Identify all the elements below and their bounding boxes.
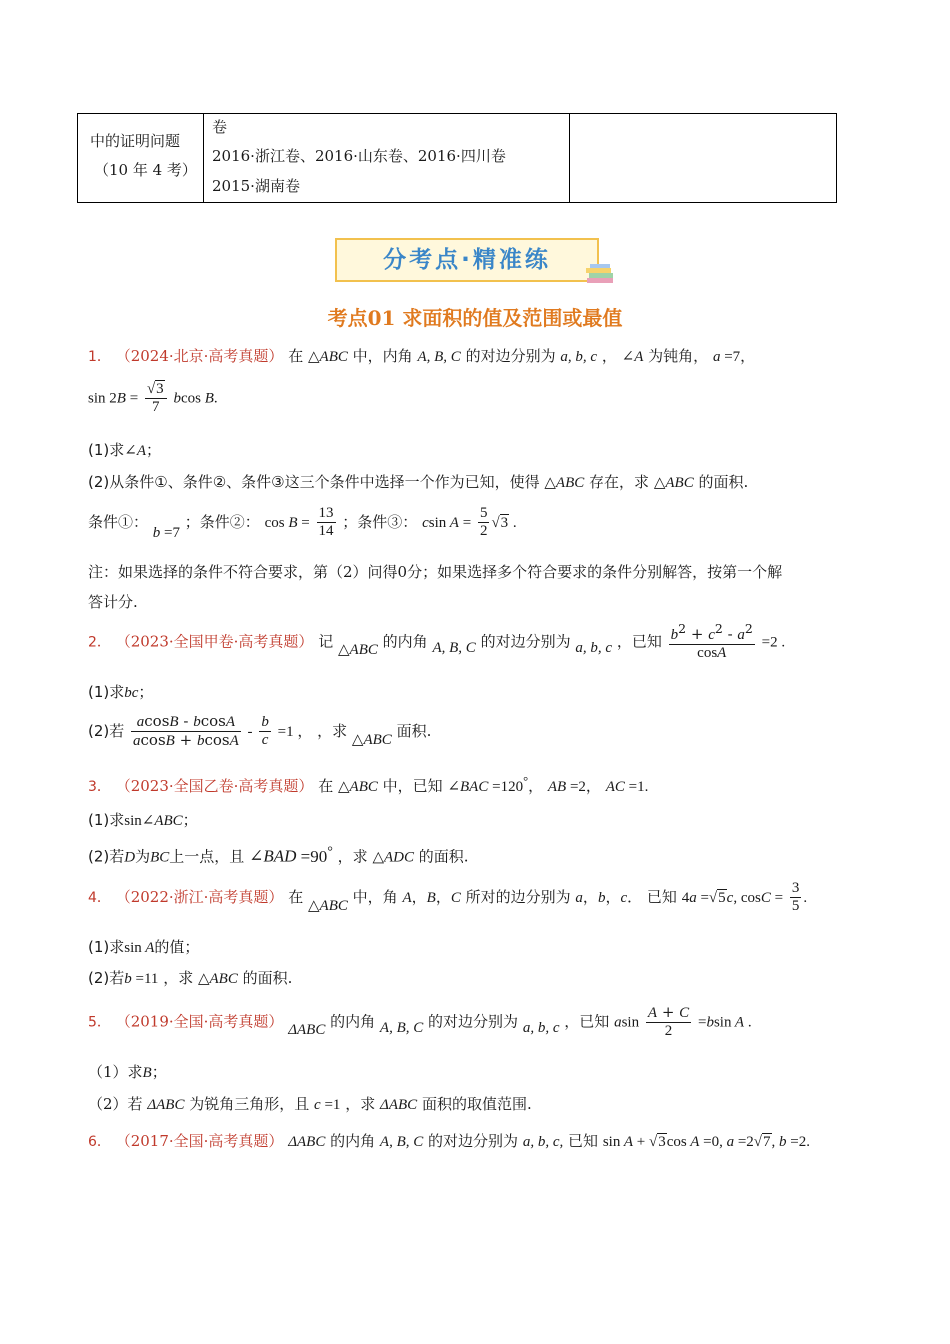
- math: △ABC: [308, 349, 348, 365]
- text: 的对边分别为: [428, 1132, 519, 1150]
- text: ，求: [163, 969, 194, 987]
- question-1-line-4: (2)从条件①、条件②、条件③这三个条件中选择一个作为已知，使得 △ABC 存在，求 △ABC 的面积.: [88, 473, 749, 491]
- question-4-line-3: (2)若b =11 ，求 △ABC 的面积.: [88, 969, 293, 987]
- text: 中，已知: [382, 777, 443, 795]
- text: 条件①：: [88, 512, 149, 531]
- text: ，求: [345, 1095, 376, 1113]
- text: (1)求: [88, 938, 125, 956]
- text: ；条件③：: [342, 512, 418, 531]
- text: 为锐角三角形，且: [189, 1095, 310, 1113]
- text: 上一点，且: [169, 847, 245, 866]
- text: 中，内角: [352, 347, 413, 365]
- question-source: （2019·全国·高考真题）: [115, 1012, 284, 1031]
- table-cell-line: 2016·浙江卷、2016·山东卷、2016·四川卷: [212, 147, 506, 165]
- text: 的值；: [154, 938, 200, 956]
- text: (1)求: [88, 811, 125, 829]
- text: 的内角: [382, 632, 428, 651]
- question-source: （2017·全国·高考真题）: [115, 1132, 284, 1150]
- question-5-line-2: （1）求B；: [88, 1063, 167, 1081]
- text: (2)从条件①、条件②、条件③这三个条件中选择一个作为已知，使得: [88, 473, 540, 491]
- question-1-note-2: 答计分.: [88, 593, 138, 611]
- question-2-line-3: (2)若 $\frac{acosB - bcosA}{acosB + bcosA}$ - $\frac{b}{c}$ =1 ， ，求 △ABC 面积.: [88, 712, 432, 750]
- table-cell-category: [78, 114, 204, 202]
- section-banner: [335, 238, 599, 282]
- text: 的对边分别为: [465, 347, 556, 365]
- table-cell-line: 卷: [212, 118, 228, 136]
- text: 的内角: [330, 1132, 376, 1150]
- text: (2)若: [88, 969, 125, 987]
- question-3-line-3: (2)若D为BC上一点，且 ∠BAD =90° ，求 △ADC 的面积.: [88, 843, 469, 866]
- question-number: 2．: [88, 634, 111, 651]
- question-1-line-5: 条件①： b =7 ；条件②： cos B = $\frac{13}{14}$ ；条件③： csin A = $\frac{5}{2}$ √3 .: [88, 505, 517, 541]
- question-6-line-1: 6． （2017·全国·高考真题） ΔABC 的内角 A, B, C 的对边分别为 a, b, c, 已知 sin A + √3cos A =0, a =2√7, b =2.: [88, 1132, 811, 1150]
- text: 为钝角，: [648, 347, 709, 365]
- table-cell-line: （10 年 4 考）: [94, 161, 197, 179]
- text: ；: [182, 811, 198, 829]
- text: ，求: [317, 721, 348, 740]
- text: 已知: [568, 1132, 599, 1150]
- text: （1）求: [88, 1063, 143, 1081]
- question-number: 6．: [88, 1134, 111, 1150]
- question-2-line-2: (1)求bc；: [88, 683, 154, 701]
- question-1-line-1: 1． （2024·北京·高考真题） 在 △ABC 中，内角 A, B, C 的对边分别为 a, b, c ， ∠A 为钝角， a =7，: [88, 347, 756, 365]
- text: 在: [288, 887, 304, 906]
- text: 的面积.: [698, 473, 749, 491]
- math: ∠A: [621, 349, 644, 365]
- books-icon: [585, 262, 617, 286]
- math: A, B, C: [417, 349, 461, 365]
- question-3-line-2: (1)求sin∠ABC；: [88, 811, 198, 829]
- question-number: 5．: [88, 1014, 111, 1031]
- question-number: 1．: [88, 349, 111, 365]
- text: 的内角: [330, 1012, 376, 1031]
- text: 存在，求: [589, 473, 650, 491]
- table-cell-line: 中的证明问题: [90, 132, 181, 150]
- summary-table: [77, 113, 837, 203]
- text: 已知: [646, 887, 677, 906]
- section-heading: 考点01 求面积的值及范围或最值: [327, 306, 623, 330]
- question-3-line-1: 3． （2023·全国乙卷·高考真题） 在 △ABC 中，已知 ∠BAC =120°， AB =2， AC =1.: [88, 774, 649, 795]
- question-number: 4．: [88, 889, 111, 906]
- text: 记: [318, 632, 334, 651]
- text: (2)若: [88, 847, 125, 866]
- question-1-note: 注：如果选择的条件不符合要求，第（2）问得0分；如果选择多个符合要求的条件分别解答，按第一个解: [88, 563, 783, 581]
- question-5-line-1: 5． （2019·全国·高考真题） ΔABC 的内角 A, B, C 的对边分别为 a, b, c ，已知 asin $\frac{A + C}{2}$ =bsin A .: [88, 1003, 752, 1040]
- question-1-line-2: sin 2B = $\frac{√3}{7}$ bcos B.: [88, 381, 218, 416]
- text: (1)求: [88, 441, 125, 459]
- text: (1)求: [88, 683, 125, 701]
- question-1-line-3: (1)求∠A；: [88, 441, 161, 459]
- question-5-line-3: （2）若 ΔABC 为锐角三角形，且 c =1 ，求 ΔABC 面积的取值范围.: [88, 1095, 532, 1113]
- text: （2）若: [88, 1095, 143, 1113]
- text: 中，角: [352, 887, 398, 906]
- text: ，已知: [564, 1012, 610, 1031]
- text: 在: [288, 347, 304, 365]
- text: 面积.: [396, 721, 432, 740]
- text: 的面积.: [418, 847, 469, 866]
- text: 面积的取值范围.: [421, 1095, 532, 1113]
- question-4-line-1: 4． （2022·浙江·高考真题） 在 △ABC 中，角 A，B，C 所对的边分别为 a，b，c． 已知 4a =√5c, cosC = $\frac{3}{5}$ .: [88, 880, 808, 915]
- banner-title: 分考点·精准练: [383, 247, 551, 273]
- question-source: （2022·浙江·高考真题）: [115, 887, 284, 906]
- text: ；条件②：: [184, 512, 260, 531]
- question-source: （2023·全国甲卷·高考真题）: [115, 632, 314, 651]
- text: 的面积.: [242, 969, 293, 987]
- text: 的对边分别为: [480, 632, 571, 651]
- question-source: （2024·北京·高考真题）: [115, 347, 284, 365]
- question-number: 3．: [88, 779, 111, 795]
- text: ；: [138, 683, 154, 701]
- text: ；: [151, 1063, 167, 1081]
- text: ，: [601, 347, 617, 365]
- question-4-line-2: (1)求sin A的值；: [88, 938, 200, 956]
- text: 为: [135, 847, 151, 866]
- text: (2)若: [88, 721, 125, 740]
- question-2-line-1: 2． （2023·全国甲卷·高考真题） 记 △ABC 的内角 A, B, C 的对边分别为 a, b, c ，已知 $\frac{b^2 + c^2 - a^2}{\cos A}$ =2 .: [88, 621, 786, 662]
- text: 所对的边分别为: [465, 887, 571, 906]
- math: a, b, c: [560, 349, 598, 365]
- text: 在: [318, 777, 334, 795]
- table-cell-sources: [204, 114, 570, 202]
- question-source: （2023·全国乙卷·高考真题）: [115, 777, 314, 795]
- text: ，已知: [616, 632, 662, 651]
- text: ，求: [337, 847, 368, 866]
- table-cell-empty: [570, 114, 836, 202]
- math: a: [712, 349, 721, 365]
- table-cell-line: 2015·湖南卷: [212, 177, 300, 195]
- text: 的对边分别为: [428, 1012, 519, 1031]
- text: ；: [145, 441, 161, 459]
